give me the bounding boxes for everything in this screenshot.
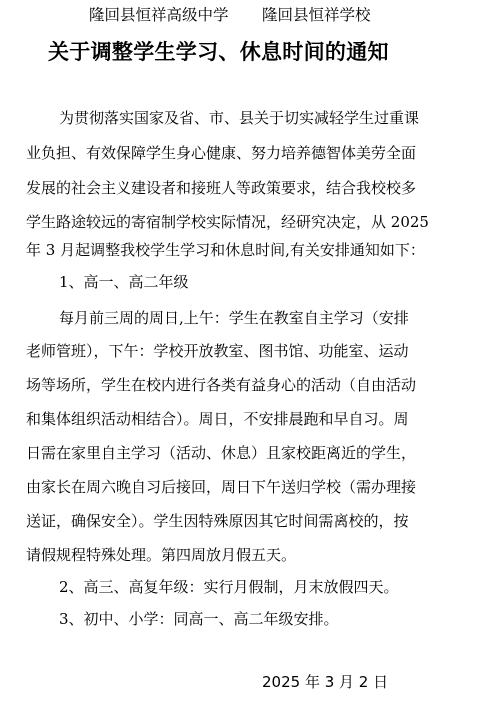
body-line: 送证，确保安全）。学生因特殊原因其它时间需离校的，按 — [26, 512, 409, 530]
body-line: 学生路途较远的寄宿制学校实际情况，经研究决定，从 2025 — [26, 213, 429, 231]
school-name-combined: 隆回县恒祥学校 — [262, 6, 371, 24]
body-line: 发展的社会主义建设者和接班人等政策要求，结合我校校多 — [26, 179, 417, 197]
section-heading: 2、高三、高复年级：实行月假制，月末放假四天。 — [59, 578, 399, 596]
body-line: 为贯彻落实国家及省、市、县关于切实减轻学生过重课 — [59, 109, 420, 127]
school-name-senior: 隆回县恒祥高级中学 — [89, 6, 229, 24]
body-line: 年 3 月起调整我校学生学习和休息时间,有关安排通知如下： — [26, 241, 425, 259]
body-line: 老师管班），下午：学校开放教室、图书馆、功能室、运动 — [26, 342, 409, 360]
body-line: 日需在家里自主学习（活动、休息）且家校距离近的学生， — [26, 444, 417, 462]
section-heading: 3、初中、小学：同高一、高二年级安排。 — [59, 610, 339, 628]
body-line: 和集体组织活动相结合）。周日，不安排晨跑和早自习。周 — [26, 410, 409, 428]
body-line: 每月前三周的周日,上午：学生在教室自主学习（安排 — [59, 309, 409, 327]
body-line: 由家长在周六晚自习后接回，周日下午送归学校（需办理接 — [26, 478, 417, 496]
notice-date: 2025 年 3 月 2 日 — [262, 673, 389, 691]
body-line: 业负担、有效保障学生身心健康、努力培养德智体美劳全面 — [26, 144, 417, 162]
body-line: 请假规程特殊处理。第四周放月假五天。 — [26, 546, 297, 564]
section-heading: 1、高一、高二年级 — [59, 273, 189, 291]
notice-title: 关于调整学生学习、休息时间的通知 — [48, 39, 389, 64]
body-line: 场等场所，学生在校内进行各类有益身心的活动（自由活动 — [26, 376, 417, 394]
